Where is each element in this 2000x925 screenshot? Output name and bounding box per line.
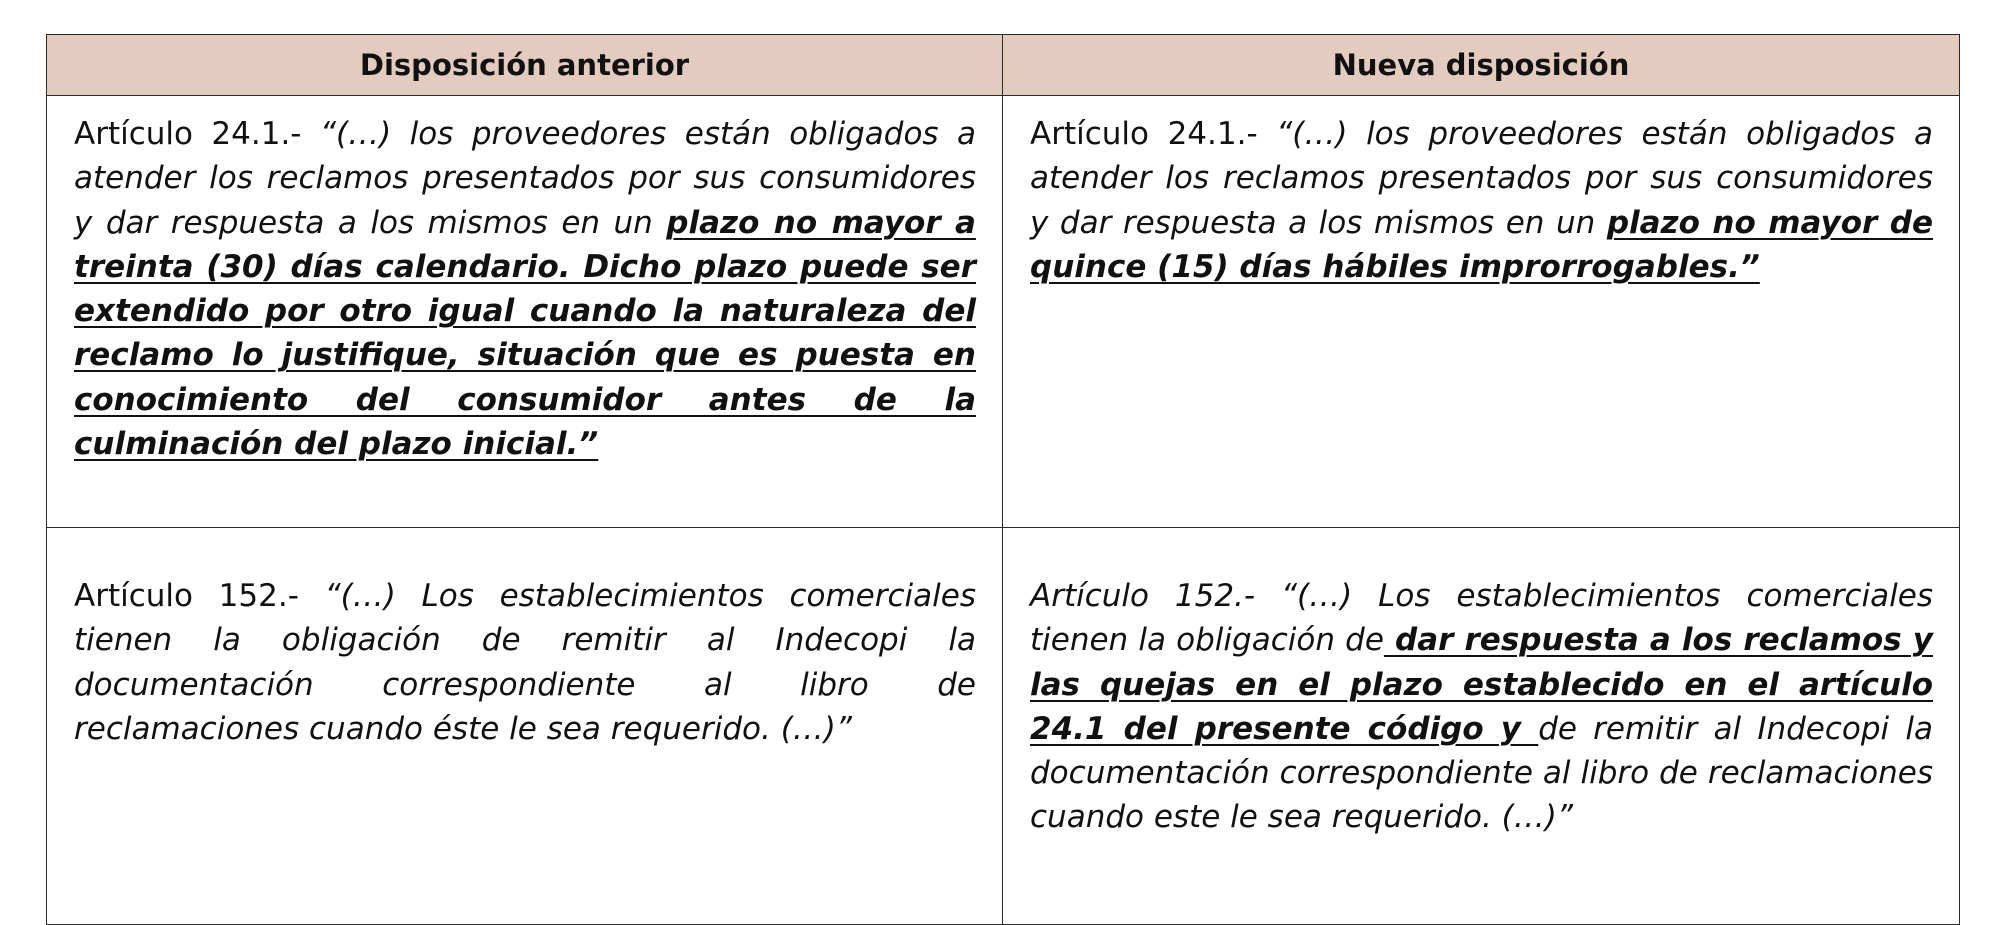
article-label: Artículo 24.1.- [74,116,320,152]
header-new-provision: Nueva disposición [1003,35,1960,96]
previous-article-24-1-text [74,112,976,466]
new-article-24-1-text [1030,112,1933,289]
article-highlighted-change: plazo no mayor de quince (15) días hábiles improrrogables.” [1030,204,1933,285]
article-quote: “(…) los proveedores están obligados a atender los reclamos presentados por sus consumidores y dar respuesta a los mismos en un [1030,116,1933,241]
article-label: Artículo 152.- [1030,578,1281,614]
article-quote: “(…) Los establecimientos comerciales tienen la obligación de remitir al Indecopi la documentación correspondiente al libro de reclamaciones cuando éste le sea requerido. (…)” [74,578,976,747]
cell-new-article-24-1 [1003,96,1960,528]
table-header [47,35,1960,96]
cell-previous-article-152 [47,528,1003,925]
cell-previous-article-24-1 [47,96,1003,528]
cell-new-article-152 [1003,528,1960,925]
article-highlighted-change: dar respuesta a los reclamos y las quejas en el plazo establecido en el artículo 24.1 del presente código y [1030,622,1933,747]
previous-article-152-text [74,574,976,751]
comparison-table [46,34,1960,925]
article-label: Artículo 152.- [74,578,325,614]
new-article-152-text [1030,574,1933,840]
article-label: Artículo 24.1.- [1030,116,1277,152]
article-quote: “(…) Los establecimientos comerciales tienen la obligación de [1030,578,1933,659]
table-row-article-24-1 [47,96,1960,528]
article-quote: “(…) los proveedores están obligados a atender los reclamos presentados por sus consumidores y dar respuesta a los mismos en un [74,116,976,241]
article-highlighted-change: plazo no mayor a treinta (30) días calendario. Dicho plazo puede ser extendido por otro igual cuando la naturaleza del reclamo lo justifique, situación que es puesta en conocimiento del consumidor antes de la culminación del plazo inicial.” [74,204,976,463]
header-row [47,35,1960,96]
article-quote-end: de remitir al Indecopi la documentación correspondiente al libro de reclamaciones cuando este le sea requerido. (…)” [1030,710,1933,836]
table-row-article-152 [47,528,1960,925]
table-body [47,96,1960,925]
comparison-table-container [46,34,1959,925]
header-previous-provision: Disposición anterior [47,35,1003,96]
